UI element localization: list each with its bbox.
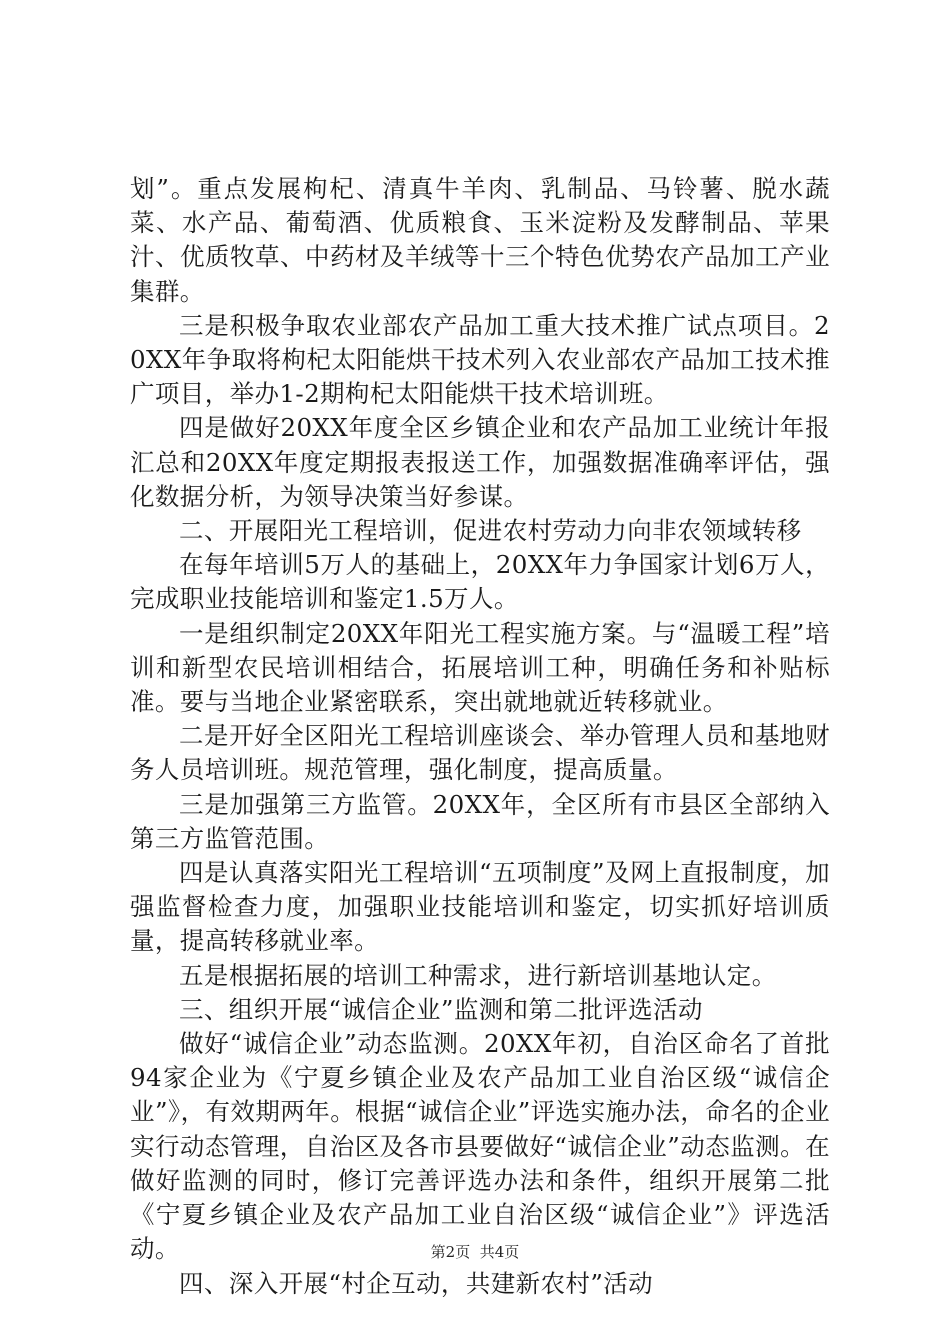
paragraph-continuation: 划”。重点发展枸杞、清真牛羊肉、乳制品、马铃薯、脱水蔬菜、水产品、葡萄酒、优质粮食、玉米淀粉及发酵制品、苹果汁、优质牧草、中药材及羊绒等十三个特色优势农产品加工产业集群。 (130, 174, 830, 306)
paragraph-item-4: 四是做好20XX年度全区乡镇企业和农产品加工业统计年报汇总和20XX年度定期报表报送工作，加强数据准确率评估，强化数据分析，为领导决策当好参谋。 (130, 413, 830, 511)
page-total: 共4页 (479, 1243, 520, 1261)
paragraph-section-2-intro: 在每年培训5万人的基础上，20XX年力争国家计划6万人，完成职业技能培训和鉴定1.5万人。 (130, 550, 830, 614)
paragraph-section-2-item-3: 三是加强第三方监管。20XX年，全区所有市县区全部纳入第三方监管范围。 (130, 789, 830, 853)
section-heading-4: 四、深入开展“村企互动，共建新农村”活动 (179, 1268, 654, 1298)
document-body (130, 172, 830, 1301)
section-heading-2: 二、开展阳光工程培训，促进农村劳动力向非农领域转移 (179, 516, 802, 546)
page-number: 第2页 (430, 1243, 471, 1261)
page-footer (0, 1242, 950, 1262)
paragraph-section-2-item-2: 二是开好全区阳光工程培训座谈会、举办管理人员和基地财务人员培训班。规范管理，强化制度，提高质量。 (130, 721, 830, 785)
section-heading-3: 三、组织开展“诚信企业”监测和第二批评选活动 (179, 994, 703, 1024)
paragraph-section-3-body: 做好“诚信企业”动态监测。20XX年初，自治区命名了首批94家企业为《宁夏乡镇企业及农产品加工业自治区级“诚信企业”》，有效期两年。根据“诚信企业”评选实施办法，命名的企业实行动态管理，自治区及各市县要做好“诚信企业”动态监测。在做好监测的同时，修订完善评选办法和条件，组织开展第二批《宁夏乡镇企业及农产品加工业自治区级“诚信企业”》评选活动。 (130, 1029, 830, 1264)
paragraph-section-2-item-4: 四是认真落实阳光工程培训“五项制度”及网上直报制度，加强监督检查力度，加强职业技能培训和鉴定，切实抓好培训质量，提高转移就业率。 (130, 858, 830, 956)
paragraph-section-2-item-1: 一是组织制定20XX年阳光工程实施方案。与“温暖工程”培训和新型农民培训相结合，拓展培训工种，明确任务和补贴标准。要与当地企业紧密联系，突出就地就近转移就业。 (130, 618, 830, 717)
paragraph-section-2-item-5: 五是根据拓展的培训工种需求，进行新培训基地认定。 (179, 960, 777, 990)
footer-spacer (470, 1243, 480, 1261)
paragraph-item-3: 三是积极争取农业部农产品加工重大技术推广试点项目。20XX年争取将枸杞太阳能烘干技术列入农业部农产品加工技术推广项目，举办1-2期枸杞太阳能烘干技术培训班。 (130, 310, 830, 409)
